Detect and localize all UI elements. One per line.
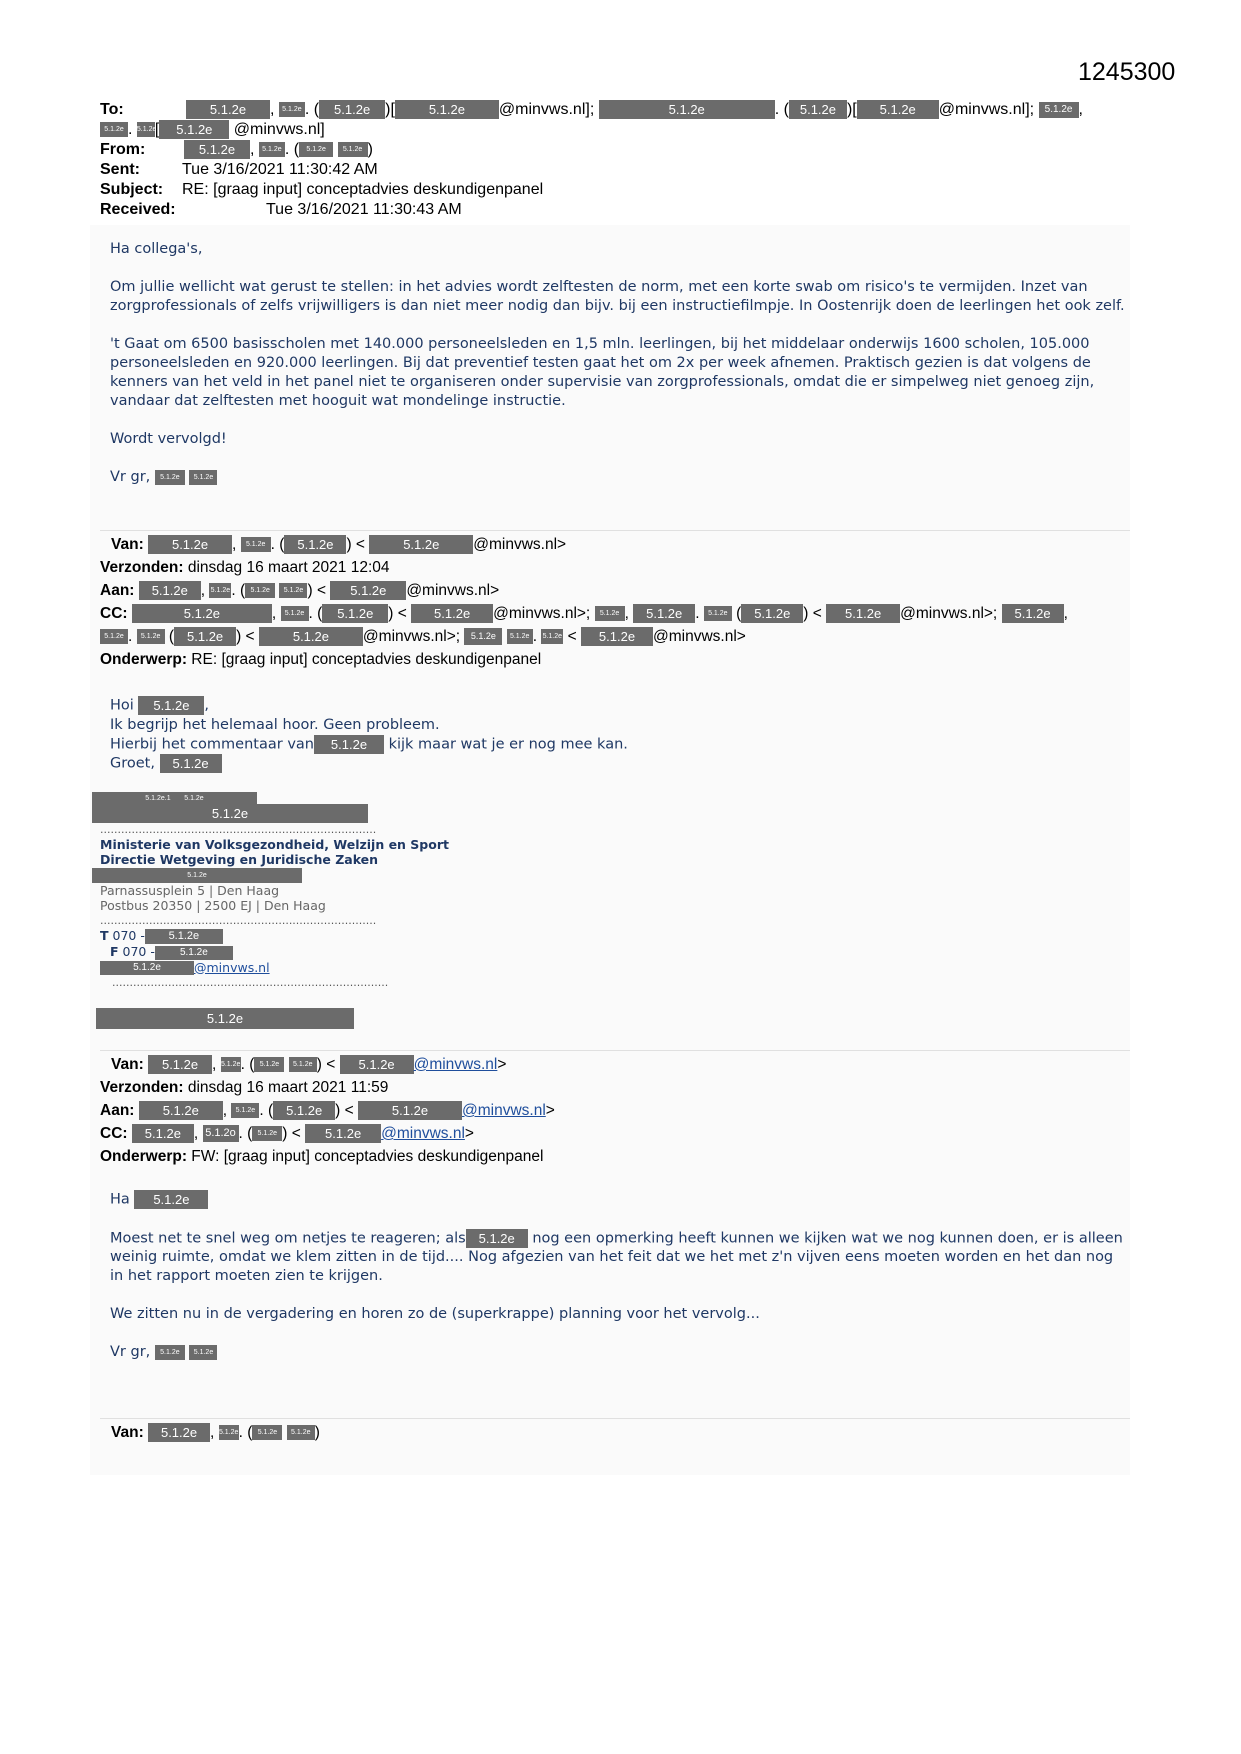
redaction: 5.1.2e (599, 100, 775, 119)
redaction: 5.1.2e (92, 804, 368, 823)
redaction: 5.1.2e (411, 604, 493, 623)
redaction: 5.1.2e (184, 140, 250, 159)
redaction: 5.1.2e (541, 629, 563, 644)
redaction: 5.1.2e (221, 1057, 241, 1072)
message-2-header (100, 533, 1068, 671)
redaction: 5.1.2e (279, 583, 307, 598)
cc-row: CC: 5.1.2e , 5.1.2e . ( 5.1.2e ) < 5.1.2e @minvws.nl>; 5.1.2e , 5.1.2e . 5.1.2e ( 5.1.2e ) < 5.1.2e @minvws.nl>; 5.1.2e , (100, 605, 1068, 622)
aan-row: Aan: 5.1.2e , 5.1.2e . ( 5.1.2e ) < 5.1.2e @minvws.nl> (100, 1102, 555, 1119)
to-label: To: (100, 101, 124, 118)
message-2-body (110, 696, 1110, 774)
redaction: 5.1.2e (330, 581, 406, 600)
van-row: Van: 5.1.2e , 5.1.2e. ( 5.1.2e 5.1.2e ) < 5.1.2e @minvws.nl> (111, 1056, 507, 1073)
redaction: 5.1.2e (231, 1103, 259, 1118)
cc-row: CC: 5.1.2e , 5.1.2o . ( 5.1.2e ) < 5.1.2e @minvws.nl> (100, 1125, 474, 1142)
sign-off (110, 468, 1130, 487)
redaction: 5.1.2e (189, 470, 217, 485)
redaction: 5.1.2e (100, 629, 128, 644)
redaction: 5.1.2e (132, 604, 272, 623)
email-link[interactable]: @minvws.nl (413, 1056, 498, 1073)
redaction: 5.1.2e (369, 535, 473, 554)
redaction-row (100, 867, 500, 883)
fax-prefix: 070 - (122, 944, 155, 959)
paragraph: Om jullie wellicht wat gerust te stellen: in het advies wordt zelftesten de norm, met een korte swab om risico's te vermijden. Inzet van zorgprofessionals of zelfs vrijwilligers is dan niet meer nodig dan bijv. bij een instructiefilmpje. In Oostenrijk doen de leerlingen het ook zelf. (110, 279, 1125, 314)
line: Ik begrijp het helemaal hoor. Geen probleem. (110, 716, 440, 733)
onderwerp-value: RE: [graag input] conceptadvies deskundigenpanel (191, 651, 542, 668)
from-row: From: 5.1.2e , 5.1.2e . ( 5.1.2e 5.1.2e ) (100, 141, 373, 158)
redaction: 5.1.2e (186, 100, 270, 119)
redaction: 5.1.2e (273, 1101, 335, 1120)
verzonden-label: Verzonden: (100, 1079, 184, 1096)
redaction: 5.1.2e (100, 122, 128, 137)
greeting-text: Hoi (110, 697, 134, 714)
redaction: 5.1.2e (139, 1101, 223, 1120)
message-3-header (100, 1053, 555, 1168)
redaction: 5.1.2e (148, 535, 232, 554)
email-domain: @minvws.nl> (406, 582, 500, 599)
redaction: 5.1.2o (203, 1125, 239, 1142)
received-label: Received: (100, 201, 176, 218)
verzonden-value: dinsdag 16 maart 2021 11:59 (187, 1079, 389, 1096)
redaction: 5.1.2e (857, 100, 939, 119)
divider: ............................................................................... (100, 823, 377, 836)
phone-row (100, 928, 500, 944)
message-4-header (111, 1421, 320, 1444)
paragraph: We zitten nu in de vergadering en horen zo de (superkrappe) planning voor het vervolg... (110, 1306, 760, 1322)
redaction: 5.1.2e (148, 1423, 210, 1442)
paragraph-text: nog een opmerking heeft kunnen we kijken wat we nog kunnen doen, er is alleen weinig ruimte, omdat we klem zitten in de tijd.... Nog afgezien van het feit dat we het met z'n vijven eens moeten worden en het dan nog in het rapport moeten zien te krijgen. (110, 1230, 1123, 1284)
subject-row (100, 180, 1120, 200)
onderwerp-row (100, 648, 1068, 671)
van-label: Van: (111, 1424, 144, 1441)
van-row: Van: 5.1.2e , 5.1.2e . ( 5.1.2e ) < 5.1.2e @minvws.nl> (111, 536, 567, 553)
onderwerp-label: Onderwerp: (100, 651, 187, 668)
email-link[interactable]: @minvws.nl (194, 959, 270, 975)
subject-value: RE: [graag input] conceptadvies deskundigenpanel (182, 181, 544, 198)
verzonden-value: dinsdag 16 maart 2021 12:04 (187, 559, 390, 576)
to-row: To: 5.1.2e , 5.1.2e . ( 5.1.2e )[ 5.1.2e @minvws.nl]; 5.1.2e . ( 5.1.2e )[ 5.1.2e @minvws.nl]; 5.1.2e , (100, 101, 1083, 118)
van-label: Van: (111, 536, 144, 553)
onderwerp-value: FW: [graag input] conceptadvies deskundigenpanel (191, 1148, 544, 1165)
directorate-name: Directie Wetgeving en Juridische Zaken (100, 852, 379, 867)
redaction: 5.1.2e (287, 1425, 315, 1440)
redaction: 5.1.2e (1002, 604, 1064, 623)
redaction: 5.1.2e (581, 627, 653, 646)
redaction: 5.1.2e (826, 604, 900, 623)
email-row (100, 960, 500, 976)
redaction: 5.1.2e (464, 628, 502, 645)
van-row: Van: 5.1.2e , 5.1.2e. ( 5.1.2e 5.1.2e ) (111, 1424, 320, 1441)
verzonden-row (100, 1076, 555, 1099)
message-3-body (110, 1190, 1130, 1362)
phone-prefix: 070 - (112, 928, 145, 943)
redaction: 5.1.2e (299, 142, 333, 157)
verzonden-label: Verzonden: (100, 559, 184, 576)
email-domain: @minvws.nl]; (498, 101, 595, 118)
redaction: 5.1.2e (252, 1126, 282, 1141)
email-domain: @minvws.nl>; (362, 628, 461, 645)
fax-label: F (110, 944, 119, 959)
aan-label: Aan: (100, 1102, 135, 1119)
cc-row-cont: 5.1.2e . 5.1.2e ( 5.1.2e ) < 5.1.2e @minvws.nl>; 5.1.2e 5.1.2e . 5.1.2e < 5.1.2e @minvws.nl> (100, 625, 1068, 648)
from-label: From: (100, 141, 146, 158)
email-link[interactable]: @minvws.nl (381, 1125, 465, 1142)
received-row (100, 200, 1120, 220)
ministry-name: Ministerie van Volksgezondheid, Welzijn en Sport (100, 837, 449, 852)
greeting (110, 1190, 1130, 1210)
onderwerp-row (100, 1145, 555, 1168)
redaction: 5.1.2e (338, 142, 368, 157)
paragraph (110, 1229, 1130, 1287)
redaction: 5.1.2e (395, 100, 499, 119)
redaction: 5.1.2e (259, 627, 363, 646)
sign-off-text: Vr gr, (110, 469, 151, 485)
redaction: 5.1.2e (155, 946, 233, 960)
phone-label: T (100, 928, 109, 943)
redaction: 5.1.2e (155, 1345, 185, 1360)
redaction: 5.1.2e (789, 100, 847, 119)
divider: ............................................................................... (112, 976, 389, 989)
redaction-block (96, 1008, 354, 1029)
redaction: 5.1.2e (595, 606, 625, 621)
subject-label: Subject: (100, 181, 164, 198)
redaction: 5.1.2e (252, 1425, 282, 1440)
redaction: 5.1.2e (254, 1057, 284, 1072)
redaction: 5.1.2e (132, 1124, 194, 1143)
redaction: 5.1.2e (219, 1425, 239, 1440)
redaction: 5.1.2e (160, 754, 222, 773)
postbus: Postbus 20350 | 2500 EJ | Den Haag (100, 898, 326, 913)
redaction: 5.1.2e (92, 868, 302, 883)
redaction: 5.1.2e (1039, 102, 1079, 118)
email-domain: @minvws.nl> (473, 536, 567, 553)
redaction: 5.1.2e (209, 583, 231, 598)
email-domain: @minvws.nl] (233, 121, 325, 138)
redaction: 5.1.2e (305, 1124, 381, 1143)
redaction: 5.1.2e (159, 120, 229, 139)
paragraph: 't Gaat om 6500 basisscholen met 140.000 personeelsleden en 1,5 mln. leerlingen, bij het middelaar onderwijs 1600 scholen, 105.000 personeelsleden en 920.000 leerlingen. Bij dat preventief testen gaat het om 2x per week afnemen. Praktisch gezien is dat volgens de kenners van het veld in het panel niet te organiseren onder supervisie van zorgprofessionals, omdat die er simpelweg niet genoeg zijn, vandaar dat zelftesten met hooguit wat mondelinge instructie. (110, 336, 1095, 409)
van-label: Van: (111, 1056, 144, 1073)
email-domain: @minvws.nl>; (493, 605, 591, 622)
redaction: 5.1.2e (319, 100, 385, 119)
redaction: 5.1.2e (741, 604, 803, 623)
cc-label: CC: (100, 605, 128, 622)
separator (100, 530, 1130, 531)
line-text: kijk maar wat je er nog mee kan. (388, 736, 628, 752)
redaction: 5.1.2e (704, 606, 732, 621)
redaction: 5.1.2e (189, 1345, 217, 1360)
separator (100, 1050, 1130, 1051)
document-number: 1245300 (1078, 58, 1176, 86)
cc-label: CC: (100, 1125, 128, 1142)
closing: Wordt vervolgd! (110, 431, 227, 447)
address: Parnassusplein 5 | Den Haag (100, 883, 280, 898)
groet-text: Groet, (110, 755, 155, 772)
onderwerp-label: Onderwerp: (100, 1148, 187, 1165)
redaction: 5.1.2e (284, 535, 346, 554)
email-domain: @minvws.nl>; (900, 605, 998, 622)
sign-off (110, 1343, 1130, 1362)
redaction: 5.1.2e (289, 1057, 317, 1072)
signature (100, 792, 500, 990)
redaction: 5.1.2e (314, 735, 384, 754)
verzonden-row (100, 556, 1068, 579)
email-header (100, 100, 1120, 220)
redaction: 5.1.2e (139, 581, 201, 600)
redaction: 5.1.2e (145, 929, 223, 944)
redaction: 5.1.2e (507, 629, 533, 644)
sign-off-text: Vr gr, (110, 1344, 151, 1360)
redaction: 5.1.2e (155, 470, 185, 485)
divider: ............................................................................... (100, 914, 377, 927)
email-link[interactable]: @minvws.nl (462, 1102, 546, 1119)
redaction: 5.1.2e (322, 604, 388, 623)
redaction: 5.1.2e (96, 1008, 354, 1029)
received-value: Tue 3/16/2021 11:30:43 AM (266, 201, 462, 218)
paragraph-text: Moest net te snel weg om netjes te reageren; als (110, 1230, 466, 1246)
redaction: 5.1.2e (279, 102, 305, 117)
redaction-text: 5.1.2e (184, 795, 204, 802)
fax-row (100, 944, 500, 960)
redaction: 5.1.2e (100, 961, 194, 975)
redaction: 5.1.2e (241, 537, 271, 552)
sent-value: Tue 3/16/2021 11:30:42 AM (182, 161, 378, 178)
greeting-text: Ha (110, 1191, 130, 1208)
line (110, 735, 1110, 755)
line (110, 754, 1110, 774)
redaction: 5.1.2e (138, 696, 204, 715)
redaction: 5.1.2e (340, 1055, 414, 1074)
redaction: 5.1.2e (148, 1055, 212, 1074)
email-domain: @minvws.nl]; (938, 101, 1035, 118)
signature-name (100, 792, 500, 822)
separator (100, 1418, 1130, 1419)
redaction: 5.1.2e (174, 627, 236, 646)
aan-label: Aan: (100, 582, 135, 599)
greeting: Ha collega's, (110, 241, 203, 257)
redaction: 5.1.2e (137, 629, 165, 644)
message-1 (110, 240, 1130, 487)
greeting: Hoi 5.1.2e , (110, 697, 210, 714)
redaction-text: 5.1.2e.1 (145, 795, 171, 802)
redaction: 5.1.2e (281, 606, 309, 621)
redaction: 5.1.2e (633, 604, 695, 623)
redaction: 5.1.2e (466, 1229, 528, 1248)
sent-row (100, 160, 1120, 180)
email-domain: @minvws.nl> (652, 628, 746, 645)
sent-label: Sent: (100, 161, 140, 178)
redaction: 5.1.2e (137, 122, 155, 137)
redaction: 5.1.2e (245, 583, 275, 598)
to-row-cont: 5.1.2e . 5.1.2e[ 5.1.2e @minvws.nl] (100, 120, 1120, 140)
redaction: 5.1.2e (134, 1190, 208, 1209)
line-text: Hierbij het commentaar van (110, 736, 314, 752)
redaction: 5.1.2e (259, 142, 285, 157)
redaction: 5.1.2e (358, 1101, 462, 1120)
aan-row: Aan: 5.1.2e , 5.1.2e. ( 5.1.2e 5.1.2e ) < 5.1.2e @minvws.nl> (100, 582, 500, 599)
